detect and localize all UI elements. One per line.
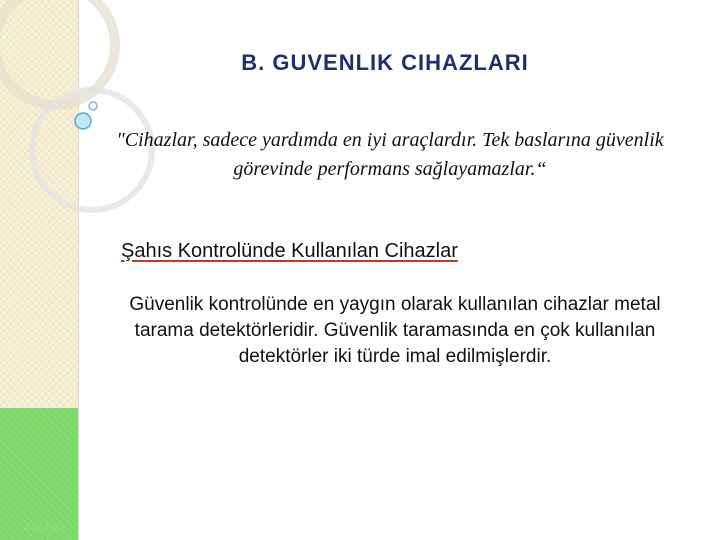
footer-date: 4.12.2020 bbox=[24, 522, 65, 532]
deco-dot-large bbox=[75, 113, 91, 129]
quote-text: "Cihazlar, sadece yardımda en iyi araçlardır. Tek baslarına güvenlik görevinde performans sağlayamazlar.“ bbox=[116, 129, 664, 180]
decorative-circles bbox=[0, 0, 180, 240]
section-subheading: Şahıs Kontrolünde Kullanılan Cihazlar bbox=[121, 240, 458, 262]
sidebar-green-block bbox=[0, 408, 78, 540]
deco-dot-small bbox=[89, 102, 97, 110]
body-paragraph: Güvenlik kontrolünde en yaygın olarak kullanılan cihazlar metal tarama detektörleridir. Güvenlik taramasında en çok kullanılan detektörler iki türde imal edilmişlerdir. bbox=[129, 294, 661, 367]
slide-title: B. GUVENLIK CIHAZLARI bbox=[241, 50, 529, 75]
